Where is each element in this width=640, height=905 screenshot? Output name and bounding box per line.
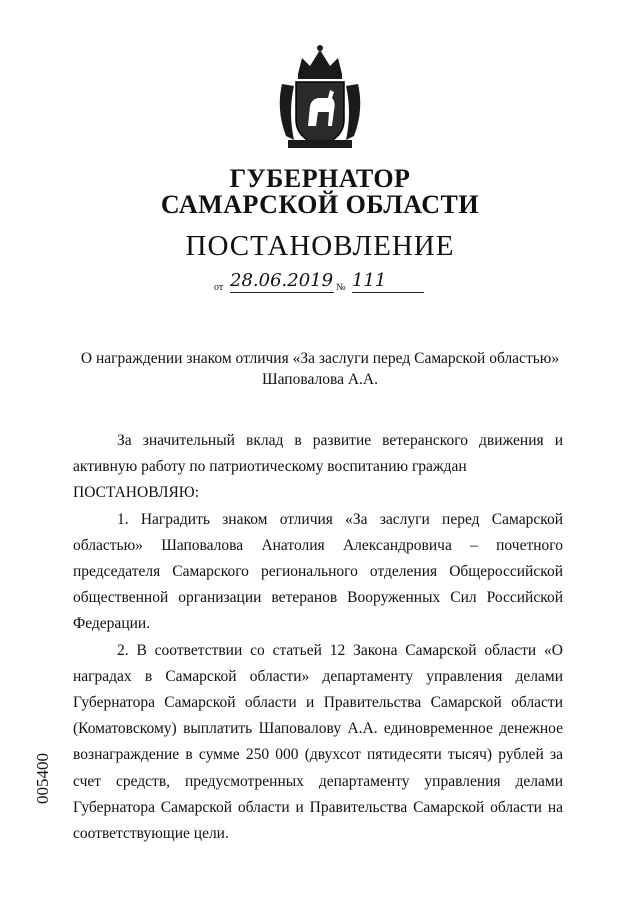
document-type: ПОСТАНОВЛЕНИЕ [185, 230, 455, 262]
resolve-heading: ПОСТАНОВЛЯЮ: [73, 484, 200, 502]
item-2-paragraph: 2. В соответствии со статьей 12 Закона Самарской области «О наградах в Самарской области» департаменту управления делами Губернатора Самарской области и Правительства Самарской области (Коматовскому) выплатить Шаповалову А.А. единовременное денежное вознаграждение в сумме 250 000 (двухсот пятидесяти тысяч) рублей за счет средств, предусмотренных департаменту управления делами Губернатора Самарской области и Правительства Самарской области на соответствующие цели. [73, 641, 563, 843]
preamble-paragraph: За значительный вклад в развитие ветеранского движения и активную работу по патриотическому воспитанию граждан [73, 432, 563, 476]
subject-line1: О награждении знаком отличия «За заслуги перед Самарской областью» [80, 350, 560, 367]
date-prefix: от [214, 282, 224, 293]
registration-stamp: 005400 [33, 753, 52, 805]
document-date: 28.06.2019 [230, 270, 334, 291]
issuer-title-line1: ГУБЕРНАТОР [229, 164, 411, 193]
subject-line2: Шаповалова А.А. [262, 371, 378, 388]
issuer-title-line2: САМАРСКОЙ ОБЛАСТИ [160, 190, 480, 219]
document-body [73, 428, 563, 847]
coat-of-arms-icon [268, 40, 372, 152]
number-prefix: № [336, 282, 346, 293]
item-1-paragraph: 1. Наградить знаком отличия «За заслуги перед Самарской областью» Шаповалова Анатолия Александровича – почетного председателя Самарского регионального отделения Общероссийской общественной организации ветеранов Вооруженных Сил Российской Федерации. [73, 510, 563, 633]
date-number-line [214, 270, 434, 296]
document-number: 111 [352, 270, 424, 293]
document-subject [60, 348, 580, 390]
